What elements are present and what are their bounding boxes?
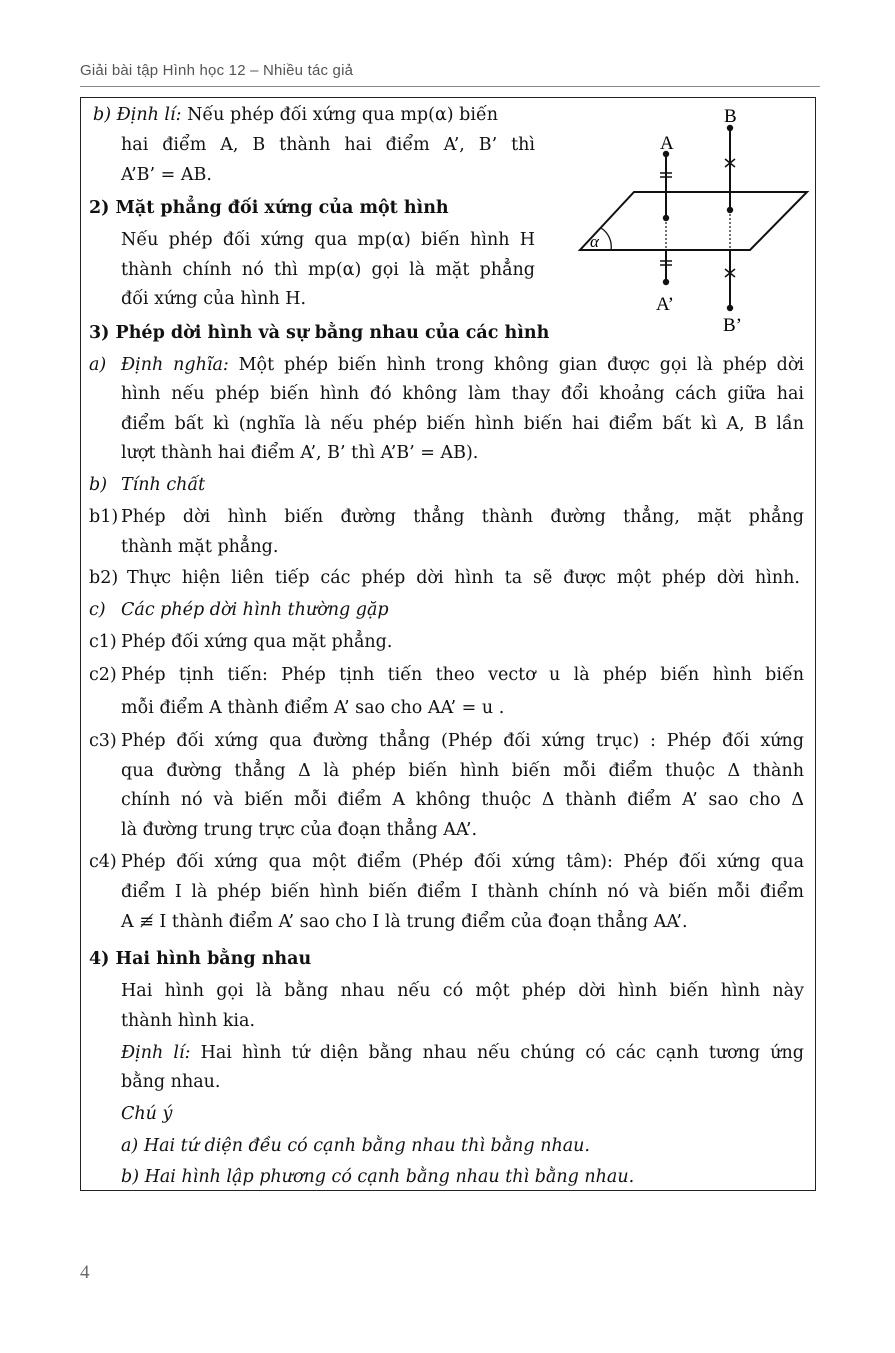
section-4-line2: thành hình kia.	[121, 1011, 256, 1031]
section-4-line1: Hai hình gọi là bằng nhau nếu có một phép dời hình biến hình này	[121, 981, 804, 1001]
item-a-line2: hình nếu phép biến hình đó không làm thay đổi khoảng cách giữa hai	[121, 384, 804, 404]
section-2-line1: Nếu phép đối xứng qua mp(α) biến hình H	[121, 230, 535, 250]
item-b1-label: b1)	[89, 507, 119, 527]
point-A-prime	[663, 279, 669, 285]
item-c2-label: c2)	[89, 665, 117, 685]
label-B: B	[724, 106, 737, 127]
item-c4-line2: điểm I là phép biến hình biến điểm I thành chính nó và biến mỗi điểm	[121, 882, 804, 902]
item-a-line3: điểm bất kì (nghĩa là nếu phép biến hình biến hai điểm bất kì A, B lần	[121, 414, 804, 434]
item-c3-line4: là đường trung trực của đoạn thẳng AA’.	[121, 820, 478, 840]
item-b2-line1: Thực hiện liên tiếp các phép dời hình ta sẽ được một phép dời hình.	[127, 568, 800, 588]
item-c4-line1: Phép đối xứng qua một điểm (Phép đối xứng tâm): Phép đối xứng qua	[121, 852, 804, 872]
item-b-title: Tính chất	[121, 475, 206, 495]
label-B-prime: B’	[723, 315, 742, 336]
item-c3-label: c3)	[89, 731, 117, 751]
item-c-label: c)	[89, 600, 106, 620]
theorem-b-line3: A’B’ = AB.	[121, 165, 212, 185]
theorem-b-line1: b) Định lí: Nếu phép đối xứng qua mp(α) biến	[93, 105, 498, 125]
running-header: Giải bài tập Hình học 12 – Nhiều tác giả	[80, 62, 354, 79]
item-b2-label: b2)	[89, 568, 119, 588]
section-3-heading: 3) Phép dời hình và sự bằng nhau của các hình	[89, 323, 550, 343]
alpha-arc	[601, 228, 611, 250]
section-2-heading: 2) Mặt phẳng đối xứng của một hình	[89, 198, 449, 218]
item-c4-line3: A ≢ I thành điểm A’ sao cho I là trung điểm của đoạn thẳng AA’.	[121, 912, 688, 932]
note-b: b) Hai hình lập phương có cạnh bằng nhau thì bằng nhau.	[121, 1167, 635, 1187]
section-4-theorem-line2: bằng nhau.	[121, 1072, 221, 1092]
item-a-label: a)	[89, 355, 107, 375]
item-a-line4: lượt thành hai điểm A’, B’ thì A’B’ = AB).	[121, 443, 479, 463]
item-b1-line2: thành mặt phẳng.	[121, 537, 279, 557]
header-rule	[80, 86, 820, 87]
point-B-mid	[727, 207, 733, 213]
label-A-prime: A’	[656, 294, 674, 315]
item-b1-line1: Phép dời hình biến đường thẳng thành đường thẳng, mặt phẳng	[121, 507, 804, 527]
note-a: a) Hai tứ diện đều có cạnh bằng nhau thì bằng nhau.	[121, 1136, 590, 1156]
item-c2-line1: Phép tịnh tiến: Phép tịnh tiến theo vectơ u là phép biến hình biến	[121, 665, 804, 685]
item-a-line1: Định nghĩa: Một phép biến hình trong không gian được gọi là phép dời	[121, 355, 804, 375]
section-4-theorem-line1: Định lí: Hai hình tứ diện bằng nhau nếu chúng có các cạnh tương ứng	[121, 1043, 804, 1063]
item-c1-line1: Phép đối xứng qua mặt phẳng.	[121, 632, 393, 652]
note-title: Chú ý	[121, 1104, 173, 1124]
item-c3-line2: qua đường thẳng Δ là phép biến hình biến mỗi điểm thuộc Δ thành	[121, 761, 804, 781]
item-c3-line1: Phép đối xứng qua đường thẳng (Phép đối xứng trục) : Phép đối xứng	[121, 731, 804, 751]
page-number: 4	[80, 1262, 90, 1283]
theorem-b-line2: hai điểm A, B thành hai điểm A’, B’ thì	[121, 135, 535, 155]
item-c3-line3: chính nó và biến mỗi điểm A không thuộc Δ thành điểm A’ sao cho Δ	[121, 790, 804, 810]
plane-alpha	[580, 192, 807, 250]
section-2-line3: đối xứng của hình H.	[121, 289, 307, 309]
point-B-prime	[727, 305, 733, 311]
label-A: A	[660, 133, 674, 154]
symmetry-plane-figure	[570, 100, 815, 340]
item-b-label: b)	[89, 475, 108, 495]
plane-label: α	[590, 232, 599, 251]
item-c4-label: c4)	[89, 852, 117, 872]
point-A-mid	[663, 215, 669, 221]
section-4-heading: 4) Hai hình bằng nhau	[89, 949, 312, 969]
item-c-title: Các phép dời hình thường gặp	[121, 600, 389, 620]
section-2-line2: thành chính nó thì mp(α) gọi là mặt phẳng	[121, 260, 535, 280]
item-c2-line2: mỗi điểm A thành điểm A’ sao cho AA’ = u .	[121, 698, 505, 718]
item-c1-label: c1)	[89, 632, 117, 652]
